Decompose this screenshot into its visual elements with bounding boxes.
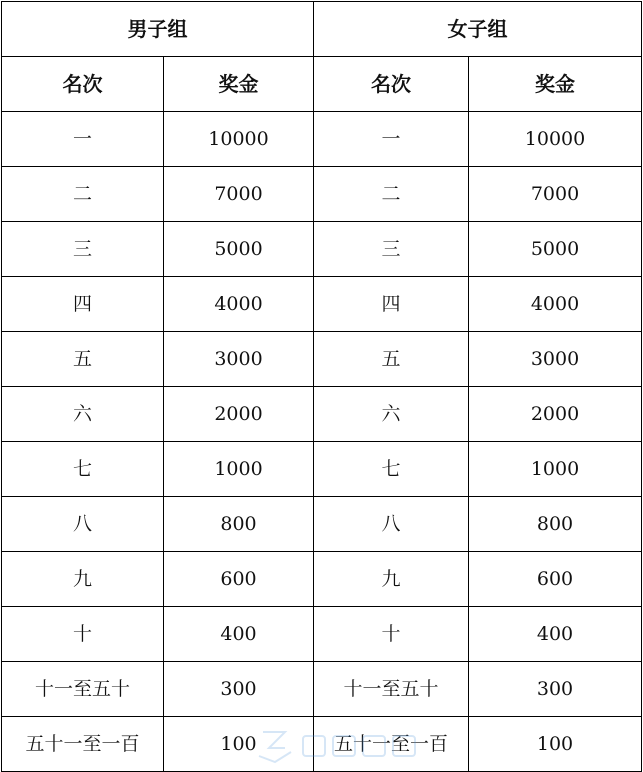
men-prize-header: 奖金 <box>164 57 314 112</box>
men-prize-cell: 2000 <box>164 387 314 442</box>
men-rank-cell: 四 <box>2 277 164 332</box>
men-prize-cell: 7000 <box>164 167 314 222</box>
men-prize-cell: 800 <box>164 497 314 552</box>
men-prize-cell: 1000 <box>164 442 314 497</box>
men-rank-cell: 十 <box>2 607 164 662</box>
women-prize-cell: 3000 <box>469 332 642 387</box>
men-rank-cell: 八 <box>2 497 164 552</box>
women-rank-cell: 十 <box>314 607 469 662</box>
women-prize-cell: 4000 <box>469 277 642 332</box>
men-rank-cell: 九 <box>2 552 164 607</box>
men-rank-cell: 五 <box>2 332 164 387</box>
table-row <box>2 607 642 662</box>
women-group-header: 女子组 <box>314 2 642 57</box>
men-rank-cell: 七 <box>2 442 164 497</box>
table-row <box>2 662 642 717</box>
men-rank-cell: 一 <box>2 112 164 167</box>
women-prize-cell: 400 <box>469 607 642 662</box>
women-prize-cell: 10000 <box>469 112 642 167</box>
prize-table <box>1 1 642 772</box>
women-rank-cell: 五十一至一百 <box>314 717 469 772</box>
women-prize-cell: 5000 <box>469 222 642 277</box>
women-prize-cell: 100 <box>469 717 642 772</box>
women-prize-cell: 1000 <box>469 442 642 497</box>
women-prize-cell: 7000 <box>469 167 642 222</box>
women-rank-cell: 四 <box>314 277 469 332</box>
column-header-row <box>2 57 642 112</box>
table-row <box>2 442 642 497</box>
women-rank-cell: 十一至五十 <box>314 662 469 717</box>
men-prize-cell: 3000 <box>164 332 314 387</box>
table-row <box>2 497 642 552</box>
men-rank-cell: 五十一至一百 <box>2 717 164 772</box>
women-prize-cell: 600 <box>469 552 642 607</box>
men-rank-cell: 二 <box>2 167 164 222</box>
table-row <box>2 717 642 772</box>
table-row <box>2 552 642 607</box>
women-prize-header: 奖金 <box>469 57 642 112</box>
women-rank-cell: 八 <box>314 497 469 552</box>
women-rank-cell: 二 <box>314 167 469 222</box>
table-row <box>2 387 642 442</box>
men-prize-cell: 10000 <box>164 112 314 167</box>
men-group-header: 男子组 <box>2 2 314 57</box>
women-prize-cell: 800 <box>469 497 642 552</box>
men-prize-cell: 600 <box>164 552 314 607</box>
group-header-row <box>2 2 642 57</box>
women-rank-cell: 一 <box>314 112 469 167</box>
women-rank-cell: 五 <box>314 332 469 387</box>
men-rank-cell: 三 <box>2 222 164 277</box>
table-row <box>2 167 642 222</box>
women-rank-cell: 六 <box>314 387 469 442</box>
men-rank-header: 名次 <box>2 57 164 112</box>
men-prize-cell: 100 <box>164 717 314 772</box>
men-prize-cell: 400 <box>164 607 314 662</box>
men-rank-cell: 十一至五十 <box>2 662 164 717</box>
men-prize-cell: 5000 <box>164 222 314 277</box>
men-prize-cell: 4000 <box>164 277 314 332</box>
table-row <box>2 277 642 332</box>
men-rank-cell: 六 <box>2 387 164 442</box>
table-row <box>2 222 642 277</box>
men-prize-cell: 300 <box>164 662 314 717</box>
table-row <box>2 112 642 167</box>
women-rank-cell: 九 <box>314 552 469 607</box>
women-prize-cell: 2000 <box>469 387 642 442</box>
women-rank-cell: 七 <box>314 442 469 497</box>
women-rank-cell: 三 <box>314 222 469 277</box>
table-row <box>2 332 642 387</box>
women-prize-cell: 300 <box>469 662 642 717</box>
women-rank-header: 名次 <box>314 57 469 112</box>
